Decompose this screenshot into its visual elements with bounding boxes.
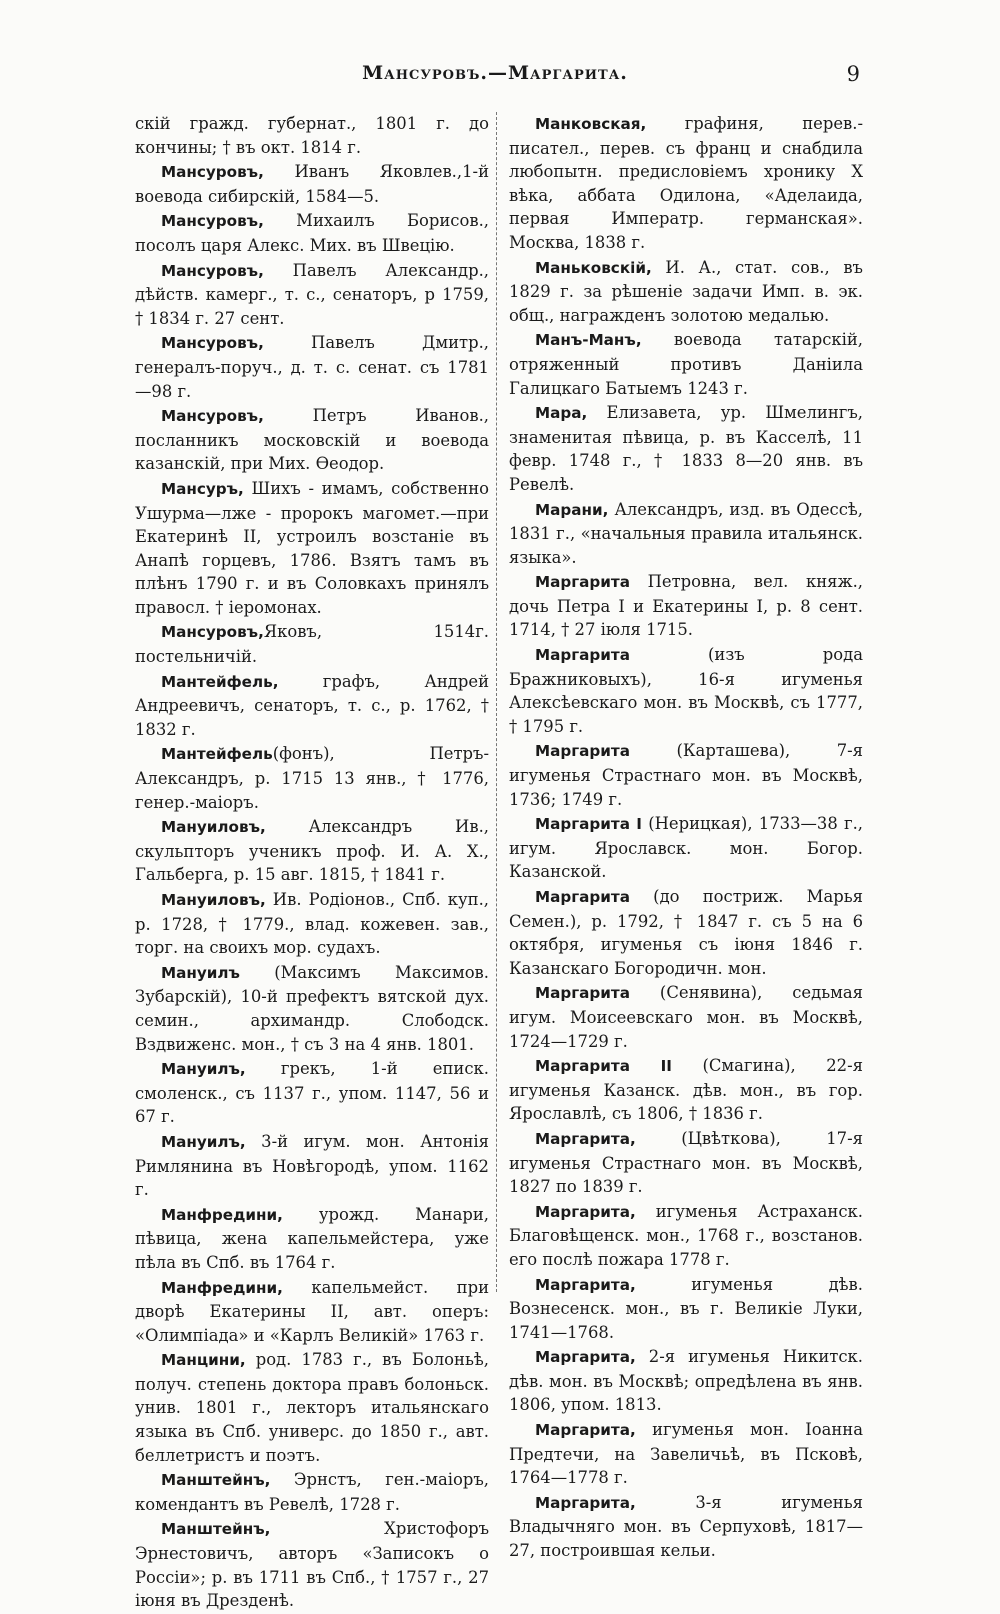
dictionary-entry xyxy=(135,815,489,887)
entry-headword: Маргарита xyxy=(535,742,630,761)
entry-headword: Маньковскій, xyxy=(535,258,652,277)
entry-headword: Маргарита, xyxy=(535,1348,636,1367)
left-column xyxy=(135,112,489,1614)
entry-headword: Мануилъ xyxy=(161,963,240,982)
entry-headword: Манковская, xyxy=(535,115,647,133)
entry-headword: Мансуръ, xyxy=(161,479,244,498)
dictionary-entry xyxy=(135,888,489,960)
entry-headword: Манцини, xyxy=(161,1351,246,1370)
entry-headword: Маргарита, xyxy=(535,1275,636,1294)
entry-headword: Мансуровъ, xyxy=(161,261,264,280)
dictionary-entry xyxy=(509,1054,863,1126)
entry-headword: Мантейфель, xyxy=(161,672,279,691)
entry-text: (Цвѣткова), 17-я игуменья Страстнаго мон. въ Москвѣ, 1827 по 1839 г. xyxy=(509,1128,863,1197)
dictionary-entry xyxy=(509,812,863,884)
entry-headword: Манштейнъ, xyxy=(161,1520,271,1539)
entry-headword: Мансуровъ, xyxy=(161,163,264,182)
entry-headword: Мануиловъ, xyxy=(161,818,266,837)
entry-text: урожд. Манари, пѣвица, жена капельмейстера, уже пѣла въ Спб. въ 1764 г. xyxy=(135,1204,489,1272)
dictionary-entry xyxy=(509,885,863,980)
dictionary-entry xyxy=(135,1057,489,1129)
entry-headword: Маргарита I xyxy=(535,815,642,834)
entry-headword: Манфредини, xyxy=(161,1205,283,1224)
dictionary-entry xyxy=(509,1200,863,1272)
entry-headword: Маргарита xyxy=(535,984,630,1003)
dictionary-entry xyxy=(509,498,863,570)
entry-text: И. А., стат. сов., въ 1829 г. за рѣшеніе задачи Имп. в. эк. общ., награжденъ золотою медалью. xyxy=(509,257,863,325)
dictionary-entry xyxy=(509,112,863,255)
dictionary-entry xyxy=(135,404,489,476)
column-divider xyxy=(496,112,497,1292)
entry-headword: Манштейнъ, xyxy=(161,1471,271,1490)
entry-text: Александръ Ив., скульпторъ ученикъ проф. И. А. Х., Гальберга, р. 15 авг. 1815, † 1841 г. xyxy=(135,817,489,885)
entry-text: (Смагина), 22-я игуменья Казанск. дѣв. мон., въ гор. Ярославлѣ, съ 1806, † 1836 г. xyxy=(509,1056,863,1124)
entry-text: (Карташева), 7-я игуменья Страстнаго мон. въ Москвѣ, 1736; 1749 г. xyxy=(509,741,863,809)
entry-text: Елизавета, ур. Шмелингъ, знаменитая пѣвица, р. въ Касселѣ, 11 февр. 1748 г., † 1833 8—20 янв. въ Ревелѣ. xyxy=(509,403,863,494)
entry-headword: Маргарита, xyxy=(535,1421,636,1440)
dictionary-entry xyxy=(135,1203,489,1275)
dictionary-entry xyxy=(135,742,489,814)
dictionary-entry xyxy=(135,1517,489,1612)
dictionary-entry xyxy=(509,328,863,400)
entry-text: Христофоръ Эрнестовичъ, авторъ «Записокъ о Россіи»; р. въ 1711 въ Спб., † 1757 г., 27 іюня въ Дрезденѣ. xyxy=(135,1519,489,1611)
entry-text: (изъ рода Бражниковыхъ), 16-я игуменья Алексѣевскаго мон. въ Москвѣ, съ 1777, † 1795 г. xyxy=(509,645,863,736)
entry-text: воевода татарскій, отряженный противъ Даніила Галицкаго Батыемъ 1243 г. xyxy=(509,330,863,398)
entry-headword: Маргарита xyxy=(535,646,630,665)
entry-headword: Мара, xyxy=(535,404,588,423)
dictionary-entry xyxy=(135,620,489,668)
dictionary-entry xyxy=(135,112,489,159)
entry-text: род. 1783 г., въ Болоньѣ, получ. степень доктора правъ болоньск. унив. 1801 г., лекторъ итальянскаго языка въ Спб. универс. до 1850 г., авт. беллетристъ и поэтъ. xyxy=(135,1350,489,1465)
entry-headword: Марани, xyxy=(535,500,609,519)
right-column xyxy=(509,112,863,1564)
entry-headword: Мансуровъ, xyxy=(161,212,264,231)
entry-text: Михаилъ Борисов., посолъ царя Алекс. Мих. въ Швецію. xyxy=(135,211,489,255)
dictionary-entry xyxy=(135,331,489,403)
dictionary-entry xyxy=(509,981,863,1053)
dictionary-entry xyxy=(135,961,489,1056)
dictionary-entry xyxy=(135,1130,489,1202)
entry-headword: Манфредини, xyxy=(161,1278,283,1297)
page-header xyxy=(130,62,860,92)
dictionary-entry xyxy=(135,670,489,742)
running-title: Мансуровъ.—Маргарита. xyxy=(362,62,628,84)
dictionary-entry xyxy=(135,1468,489,1516)
dictionary-entry xyxy=(135,259,489,331)
dictionary-entry xyxy=(135,160,489,208)
entry-text: игуменья Астраханск. Благовѣщенск. мон., 1768 г., возстанов. его послѣ пожара 1778 г. xyxy=(509,1201,863,1269)
entry-headword: Мануилъ, xyxy=(161,1060,246,1079)
dictionary-entry xyxy=(135,1276,489,1348)
entry-headword: Мануиловъ, xyxy=(161,891,266,909)
entry-headword: Мануилъ, xyxy=(161,1132,246,1151)
entry-headword: Маргарита, xyxy=(535,1129,636,1148)
entry-text: Павелъ Дмитр., генералъ-поруч., д. т. с. сенат. съ 1781—98 г. xyxy=(135,333,489,401)
page-number: 9 xyxy=(846,62,860,86)
dictionary-entry xyxy=(509,1418,863,1490)
entry-text: (до постриж. Марья Семен.), р. 1792, † 1847 г. съ 5 на 6 октября, игуменья съ іюня 1846 г. Казанскаго Богородичн. мон. xyxy=(509,887,863,978)
entry-text: игуменья дѣв. Вознесенск. мон., въ г. Великіе Луки, 1741—1768. xyxy=(509,1274,863,1342)
entry-text: Иванъ Яковлев.,1-й воевода сибирскій, 1584—5. xyxy=(135,162,489,206)
dictionary-entry xyxy=(509,570,863,642)
entry-text: (Сенявина), седьмая игум. Моисеевскаго мон. въ Москвѣ, 1724—1729 г. xyxy=(509,983,863,1051)
entry-headword: Маргарита, xyxy=(535,1493,636,1512)
entry-text: Эрнстъ, ген.-маіоръ, комендантъ въ Ревелѣ, 1728 г. xyxy=(135,1470,489,1514)
entry-text: (фонъ), Петръ-Александръ, р. 1715 13 янв., † 1776, генер.-маіоръ. xyxy=(135,744,489,812)
entry-headword: Маргарита II xyxy=(535,1057,672,1076)
entry-text: Петровна, вел. княж., дочь Петра I и Екатерины I, р. 8 сент. 1714, † 27 іюля 1715. xyxy=(509,572,863,640)
entry-text: скій гражд. губернат., 1801 г. до кончины; † въ окт. 1814 г. xyxy=(135,114,489,157)
dictionary-entry xyxy=(509,1345,863,1417)
dictionary-entry xyxy=(509,401,863,496)
dictionary-entry xyxy=(135,1348,489,1467)
entry-text: игуменья мон. Іоанна Предтечи, на Завеличьѣ, въ Псковѣ, 1764—1778 г. xyxy=(509,1420,863,1488)
entry-headword: Мансуровъ, xyxy=(161,623,264,642)
entry-text: 2-я игуменья Никитск. дѣв. мон. въ Москвѣ; опредѣлена въ янв. 1806, упом. 1813. xyxy=(509,1347,863,1415)
entry-text: (Максимъ Максимов. Зубарскій), 10-й префектъ вятской дух. семин., архимандр. Слободск. Вздвиженс. мон., † съ 3 на 4 янв. 1801. xyxy=(135,962,489,1054)
entry-text: графъ, Андрей Андреевичъ, сенаторъ, т. с., р. 1762, † 1832 г. xyxy=(135,671,489,739)
dictionary-entry xyxy=(509,256,863,328)
dictionary-entry xyxy=(509,1273,863,1345)
entry-text: Яковъ, 1514г. постельничій. xyxy=(135,622,489,667)
entry-text: грекъ, 1-й еписк. смоленск., съ 1137 г., упом. 1147, 56 и 67 г. xyxy=(135,1059,489,1127)
entry-text: капельмейст. при дворѣ Екатерины II, авт. оперъ: «Олимпіада» и «Карлъ Великій» 1763 г. xyxy=(135,1277,489,1345)
entry-text: Петръ Иванов., посланникъ московскій и воевода казанскій, при Мих. Ѳеодор. xyxy=(135,406,489,474)
entry-text: (Нерицкая), 1733—38 г., игум. Ярославск. мон. Богор. Казанской. xyxy=(509,814,864,882)
entry-text: Шихъ - имамъ, собственно Ушурма—лже - пророкъ магомет.—при Екатеринѣ II, устроилъ возстаніе въ Анапѣ горцевъ, 1786. Взятъ тамъ въ плѣнъ 1790 г. и въ Соловкахъ принялъ правосл. † іеромонах. xyxy=(135,478,489,617)
entry-headword: Маргарита, xyxy=(535,1202,636,1221)
entry-headword: Мантейфель xyxy=(161,745,273,764)
dictionary-entry xyxy=(135,477,489,620)
dictionary-entry xyxy=(509,643,863,738)
dictionary-entry xyxy=(135,209,489,257)
entry-headword: Маргарита xyxy=(535,888,630,906)
entry-text: Ив. Родіонов., Спб. куп., р. 1728, † 1779., влад. кожевен. зав., торг. на своихъ мор. судахъ. xyxy=(135,890,489,958)
entry-text: Павелъ Александр., дѣйств. камерг., т. с., сенаторъ, р 1759, † 1834 г. 27 сент. xyxy=(135,260,489,328)
entry-headword: Маргарита xyxy=(535,573,630,592)
dictionary-entry xyxy=(509,1127,863,1199)
dictionary-entry xyxy=(509,1491,863,1563)
entry-text: 3-й игум. мон. Антонія Римлянина въ Новѣгородѣ, упом. 1162 г. xyxy=(135,1131,489,1200)
entry-headword: Мансуровъ, xyxy=(161,407,264,426)
entry-text: графиня, перев.-писател., перев. съ франц и снабдила любопытн. предисловіемъ хронику X вѣка, аббата Одилона, «Аделаида, первая Императр. германская». Москва, 1838 г. xyxy=(509,114,863,252)
entry-headword: Мансуровъ, xyxy=(161,334,264,353)
entry-headword: Манъ-Манъ, xyxy=(535,331,642,350)
dictionary-entry xyxy=(509,739,863,811)
entry-text: Александръ, изд. въ Одессѣ, 1831 г., «начальныя правила итальянск. языка». xyxy=(509,499,863,567)
entry-text: 3-я игуменья Владычняго мон. въ Серпуховѣ, 1817—27, построившая кельи. xyxy=(509,1492,863,1561)
